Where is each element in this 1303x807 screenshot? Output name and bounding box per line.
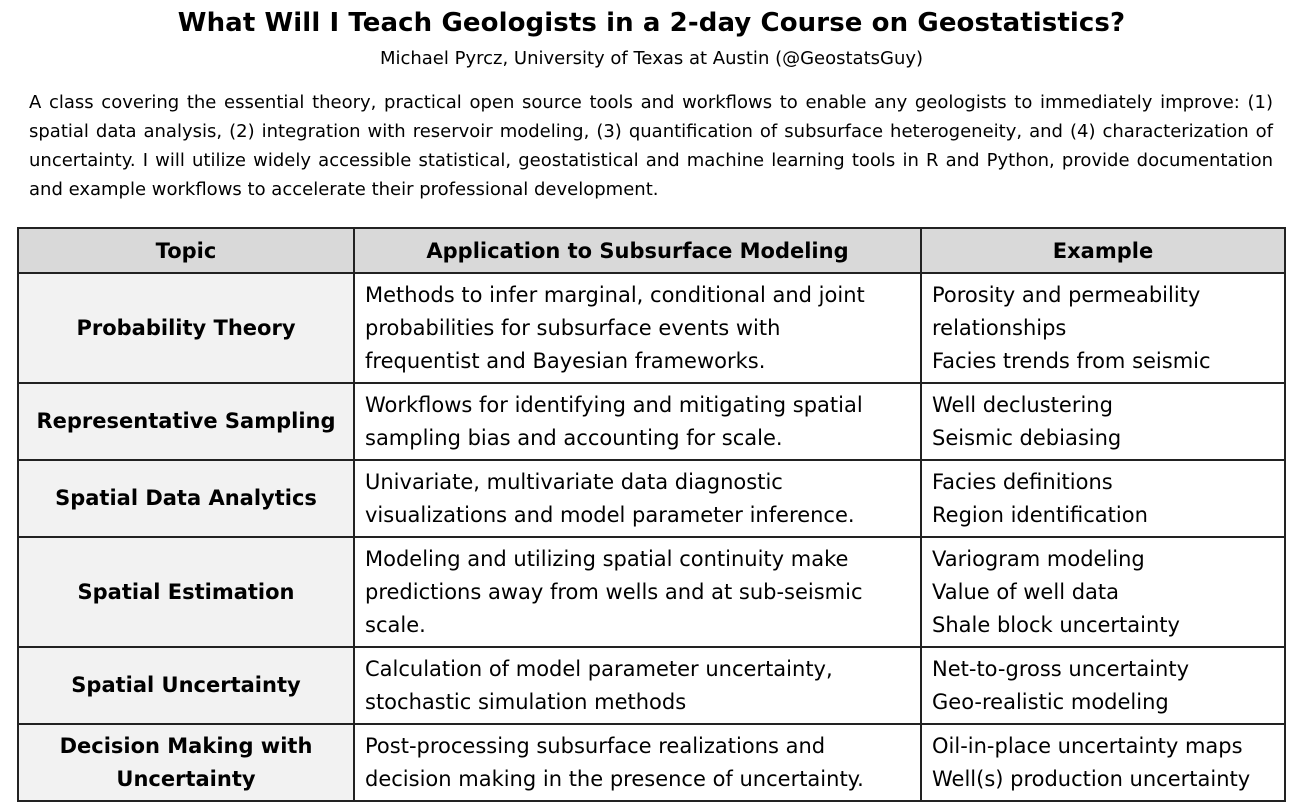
topic-cell: Spatial Uncertainty (18, 647, 354, 724)
table-row (18, 647, 1285, 724)
application-line: sampling bias and accounting for scale. (365, 425, 783, 450)
application-line: scale. (365, 612, 426, 637)
application-line: predictions away from wells and at sub-seismic (365, 579, 863, 604)
application-line: Post-processing subsurface realizations and (365, 733, 826, 758)
application-cell (354, 460, 921, 537)
table-row (18, 460, 1285, 537)
header-example: Example (921, 228, 1285, 273)
application-line: Methods to infer marginal, conditional and joint (365, 282, 865, 307)
example-cell (921, 273, 1285, 383)
example-line: Variogram modeling (932, 546, 1145, 571)
example-line: Value of well data (932, 579, 1120, 604)
application-line: stochastic simulation methods (365, 689, 687, 714)
table-row (18, 383, 1285, 460)
example-cell (921, 537, 1285, 647)
course-topics-table (17, 227, 1286, 802)
example-line: Region identification (932, 502, 1148, 527)
application-line: frequentist and Bayesian frameworks. (365, 348, 766, 373)
example-cell (921, 383, 1285, 460)
topic-cell: Decision Making with Uncertainty (18, 724, 354, 801)
application-cell (354, 273, 921, 383)
application-line: probabilities for subsurface events with (365, 315, 781, 340)
example-line: Porosity and permeability (932, 282, 1201, 307)
author-line: Michael Pyrcz, University of Texas at Austin (@GeostatsGuy) (379, 48, 924, 69)
example-line: Facies definitions (932, 469, 1113, 494)
example-cell (921, 460, 1285, 537)
table-header-row (18, 228, 1285, 273)
application-cell (354, 537, 921, 647)
example-line: Seismic debiasing (932, 425, 1122, 450)
application-line: Calculation of model parameter uncertainty, (365, 656, 833, 681)
example-line: Facies trends from seismic (932, 348, 1211, 373)
application-line: visualizations and model parameter inference. (365, 502, 855, 527)
header-application: Application to Subsurface Modeling (354, 228, 921, 273)
topic-cell: Spatial Data Analytics (18, 460, 354, 537)
example-line: relationships (932, 315, 1067, 340)
example-cell (921, 724, 1285, 801)
table-row (18, 273, 1285, 383)
example-line: Shale block uncertainty (932, 612, 1180, 637)
application-line: Modeling and utilizing spatial continuity make (365, 546, 849, 571)
application-cell (354, 647, 921, 724)
header-topic: Topic (18, 228, 354, 273)
application-line: Univariate, multivariate data diagnostic (365, 469, 783, 494)
application-cell (354, 383, 921, 460)
example-line: Net-to-gross uncertainty (932, 656, 1190, 681)
example-line: Geo-realistic modeling (932, 689, 1169, 714)
course-abstract: A class covering the essential theory, practical open source tools and workflows to enable any geologists to immediately improve: (1) spatial data analysis, (2) integration with reservoir modeling, (3) quantification of subsurface heterogeneity, and (4) characterization of uncertainty. I will utilize widely accessible statistical, geostatistical and machine learning tools in R and Python, provide documentation and example workflows to accelerate their professional development. (29, 92, 1273, 200)
topic-cell: Probability Theory (18, 273, 354, 383)
application-cell (354, 724, 921, 801)
example-cell (921, 647, 1285, 724)
application-line: decision making in the presence of uncertainty. (365, 766, 864, 791)
topic-cell: Spatial Estimation (18, 537, 354, 647)
example-line: Well(s) production uncertainty (932, 766, 1251, 791)
application-line: Workflows for identifying and mitigating spatial (365, 392, 863, 417)
example-line: Oil-in-place uncertainty maps (932, 733, 1243, 758)
table-row (18, 537, 1285, 647)
example-line: Well declustering (932, 392, 1113, 417)
table-row (18, 724, 1285, 801)
topic-cell: Representative Sampling (18, 383, 354, 460)
page-title: What Will I Teach Geologists in a 2-day Course on Geostatistics? (177, 8, 1126, 38)
